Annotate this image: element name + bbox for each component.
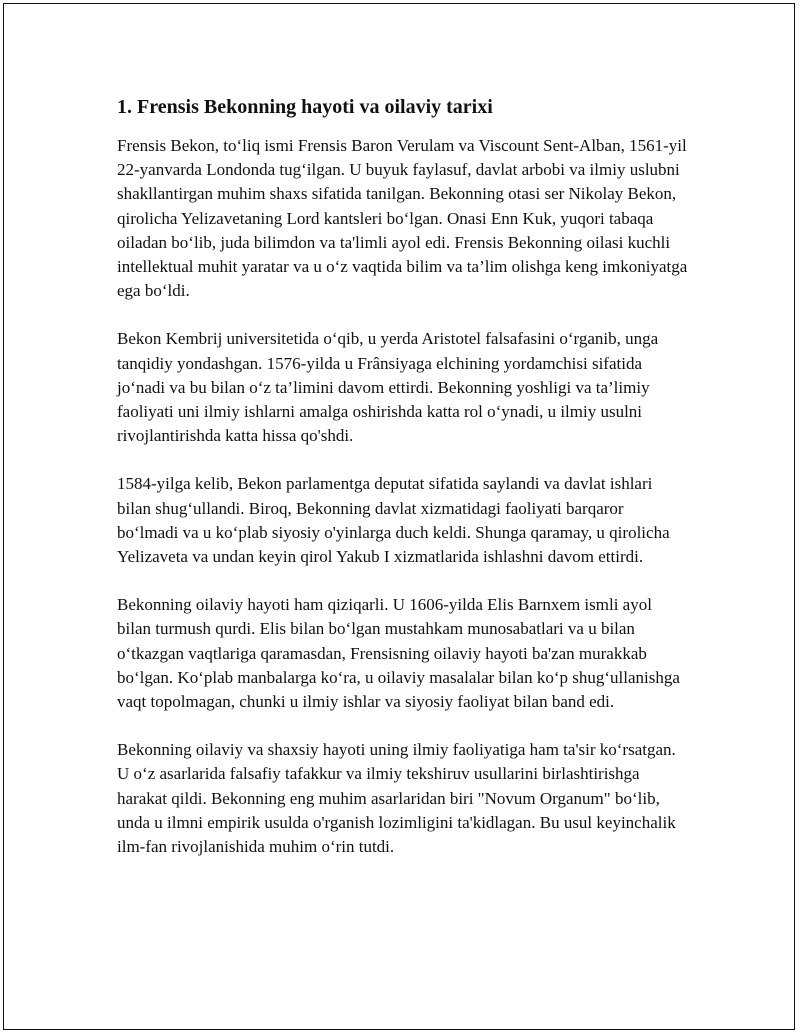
- paragraph-parliament: 1584-yilga kelib, Bekon parlamentga deputat sifatida saylandi va davlat ishlari bilan shug‘ullandi. Biroq, Bekonning davlat xizmatidagi faoliyati barqaror bo‘lmadi va u ko‘plab siyosiy o'yinlarga duch keldi. Shunga qaramay, u qirolicha Yelizaveta va undan keyin qirol Yakub I xizmatlarida ishlashni davom ettirdi.: [117, 474, 670, 567]
- section-heading: 1. Frensis Bekonning hayoti va oilaviy tarixi: [117, 96, 493, 118]
- paragraph-scientific-influence: Bekonning oilaviy va shaxsiy hayoti uning ilmiy faoliyatiga ham ta'sir ko‘rsatgan. U o‘z asarlarida falsafiy tafakkur va ilmiy tekshiruv usullarini birlashtirishga harakat qildi. Bekonning eng muhim asarlaridan biri "Novum Organum" bo‘lib, unda u ilmni empirik usulda o'rganish lozimligini ta'kidlagan. Bu usul keyinchalik ilm-fan rivojlanishida muhim o‘rin tutdi.: [117, 740, 676, 857]
- paragraph-birth-family: Frensis Bekon, to‘liq ismi Frensis Baron Verulam va Viscount Sent-Alban, 1561-yil 22-yanvarda Londonda tug‘ilgan. U buyuk faylasuf, davlat arbobi va ilmiy uslubni shakllantirgan muhim shaxs sifatida tanilgan. Bekonning otasi ser Nikolay Bekon, qirolicha Yelizavetaning Lord kantsleri bo‘lgan. Onasi Enn Kuk, yuqori tabaqa oiladan bo‘lib, juda bilimdon va ta'limli ayol edi. Frensis Bekonning oilasi kuchli intellektual muhit yaratar va u o‘z vaqtida bilim va ta’lim olishga keng imkoniyatga ega bo‘ldi.: [117, 136, 688, 301]
- paragraph-marriage: Bekonning oilaviy hayoti ham qiziqarli. U 1606-yilda Elis Barnxem ismli ayol bilan turmush qurdi. Elis bilan bo‘lgan mustahkam munosabatlari va u bilan o‘tkazgan vaqtlariga qaramasdan, Frensisning oilaviy hayoti ba'zan murakkab bo‘lgan. Ko‘plab manbalarga ko‘ra, u oilaviy masalalar bilan ko‘p shug‘ullanishga vaqt topolmagan, chunki u ilmiy ishlar va siyosiy faoliyat bilan band edi.: [117, 595, 680, 712]
- paragraph-education: Bekon Kembrij universitetida o‘qib, u yerda Aristotel falsafasini o‘rganib, unga tanqidiy yondashgan. 1576-yilda u Frânsiyaga elchining yordamchisi sifatida jo‘nadi va bu bilan o‘z ta’limini davom ettirdi. Bekonning yoshligi va ta’limiy faoliyati uni ilmiy ishlarni amalga oshirishda katta rol o‘ynadi, u ilmiy usulni rivojlantirishda katta hissa qo'shdi.: [117, 329, 659, 446]
- document-body: [117, 94, 689, 883]
